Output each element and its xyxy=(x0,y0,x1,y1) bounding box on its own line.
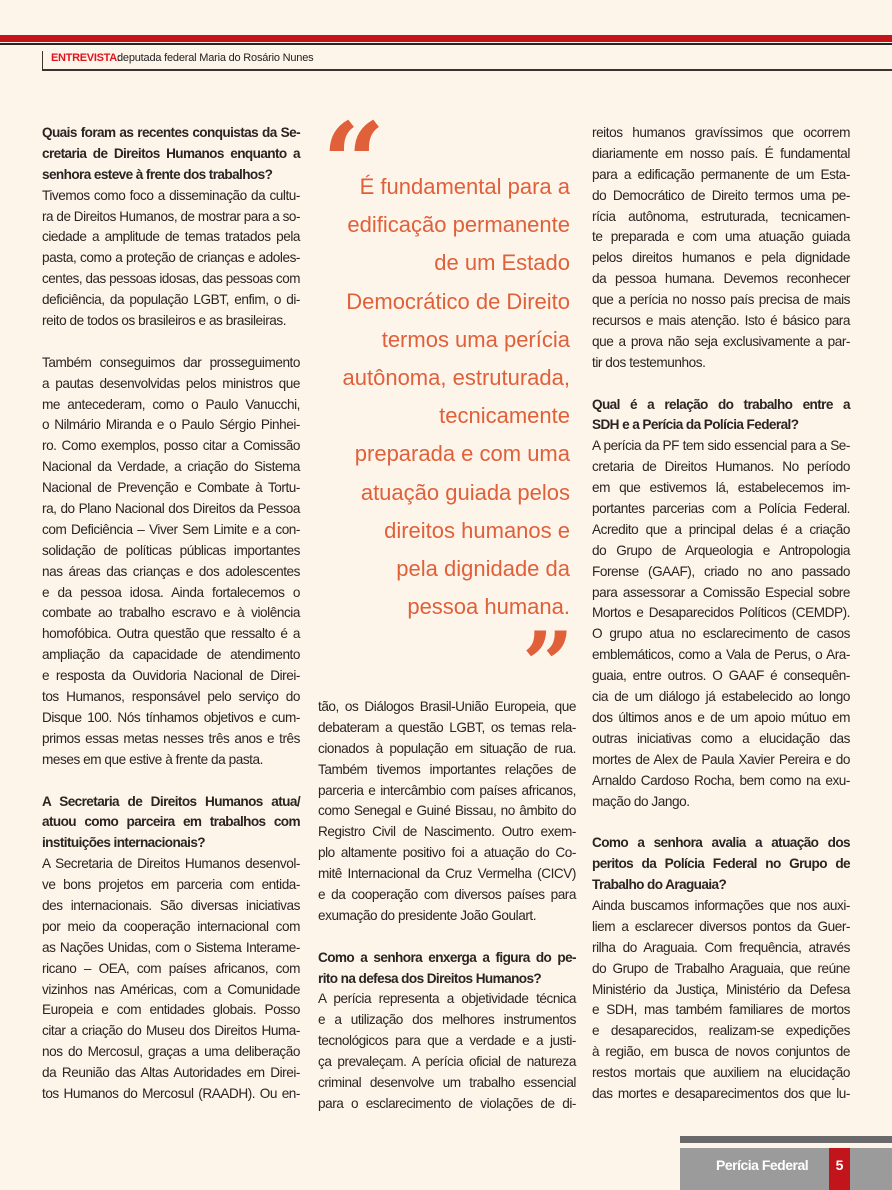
text-line-content: e da pessoa idosa. Ainda fortalecemos o xyxy=(42,584,300,600)
text-line-content: nos do Mercosul, graças a uma deliberação xyxy=(42,1044,300,1060)
text-line xyxy=(592,269,850,290)
text-line xyxy=(42,144,300,165)
text-line xyxy=(592,395,850,416)
text-line-content: A perícia representa a objetividade técnica xyxy=(318,991,576,1007)
text-line xyxy=(42,938,300,959)
header-subtitle: deputada federal Maria do Rosário Nunes xyxy=(117,52,314,64)
pull-quote-text: edificação permanente xyxy=(347,212,570,238)
pull-quote-text: É fundamental para a xyxy=(359,174,570,199)
text-line xyxy=(592,603,850,624)
answer-paragraph xyxy=(42,854,300,1105)
pull-quote-text: pessoa humana. xyxy=(407,594,570,620)
text-line xyxy=(42,499,300,520)
text-line-content: Forense (GAAF), criado no ano passado xyxy=(592,563,850,579)
text-line xyxy=(592,436,850,457)
text-line xyxy=(42,603,300,624)
text-line xyxy=(592,1063,850,1084)
answer-paragraph xyxy=(592,896,850,1105)
answer-paragraph xyxy=(42,186,300,332)
text-line xyxy=(318,906,576,927)
text-line-content: nas áreas das crianças e dos adolescentes xyxy=(42,563,300,579)
pull-quote xyxy=(318,168,570,626)
text-line-content: e da cooperação com diversos países para xyxy=(318,887,576,903)
text-line-content: instituições internacionais? xyxy=(42,835,205,851)
text-line-content: primos essas metas nesses três anos e três xyxy=(42,730,300,746)
text-line xyxy=(592,666,850,687)
question-heading xyxy=(592,833,850,896)
text-line xyxy=(318,781,576,802)
text-line xyxy=(592,541,850,562)
pull-quote-text: de um Estado xyxy=(434,250,570,276)
text-line xyxy=(42,478,300,499)
text-line-content: e SDH, mas também familiares de mortos xyxy=(592,1002,850,1018)
pull-quote-text: atuação guiada pelos xyxy=(360,479,570,505)
text-line xyxy=(592,227,850,248)
text-line-content: pelos direitos humanos e pela dignidade xyxy=(592,250,850,266)
pull-quote-line xyxy=(318,321,570,359)
text-line-content: peritos da Polícia Federal no Grupo de xyxy=(592,856,850,872)
paragraph-spacer xyxy=(592,374,850,395)
text-line xyxy=(592,938,850,959)
text-line xyxy=(42,687,300,708)
pull-quote-line xyxy=(318,206,570,244)
text-line xyxy=(42,792,300,813)
text-line xyxy=(42,980,300,1001)
text-line xyxy=(42,269,300,290)
pull-quote-line xyxy=(318,512,570,550)
text-line xyxy=(592,415,850,436)
text-line-content: ricano – OEA, com países africanos, com xyxy=(42,960,300,976)
text-line xyxy=(42,123,300,144)
text-line xyxy=(42,311,300,332)
pull-quote-text: tecnicamente xyxy=(439,403,570,429)
text-line xyxy=(42,541,300,562)
section-label: ENTREVISTA: xyxy=(51,52,121,64)
text-line xyxy=(42,353,300,374)
text-line-content: tão, os Diálogos Brasil-União Europeia, que xyxy=(318,699,576,714)
text-line-content: que a prova não seja exclusivamente a par- xyxy=(592,333,850,349)
text-line-content: Também conseguimos dar prosseguimento xyxy=(42,354,300,370)
text-line xyxy=(42,854,300,875)
text-line-content: a pautas desenvolvidas pelos ministros que xyxy=(42,375,300,391)
text-line xyxy=(592,771,850,792)
text-line-content: ra, do Plano Nacional dos Direitos da Pessoa xyxy=(42,501,300,517)
text-line-content: criminal desenvolve um trabalho essencial xyxy=(318,1075,576,1091)
text-line-content: para a edificação permanente de um Esta- xyxy=(592,166,850,182)
pull-quote-line xyxy=(318,244,570,282)
text-line-content: mortes de Alex de Paula Xavier Pereira e do xyxy=(592,751,850,767)
text-line xyxy=(592,123,850,144)
text-line xyxy=(592,144,850,165)
text-line-content: recursos e mais atenção. Isto é básico para xyxy=(592,313,850,329)
text-line-content: meses em que estive à frente da pasta. xyxy=(42,751,263,767)
text-line-content: A perícia da PF tem sido essencial para a Se- xyxy=(592,438,850,454)
text-line-content: solidação de políticas públicas importantes xyxy=(42,542,300,558)
text-line xyxy=(592,311,850,332)
text-line-content: Registro Civil de Nascimento. Outro exem- xyxy=(318,824,576,840)
pull-quote-text: autônoma, estruturada, xyxy=(342,364,570,390)
text-line xyxy=(318,1010,576,1031)
text-line xyxy=(592,833,850,854)
text-line-content: mitê Internacional da Cruz Vermelha (CICV) xyxy=(318,866,576,882)
text-line-content: Quais foram as recentes conquistas da Se- xyxy=(42,125,300,140)
text-line xyxy=(42,457,300,478)
text-line xyxy=(318,948,576,969)
text-line xyxy=(318,864,576,885)
text-line-content: do Grupo de Arqueologia e Antropologia xyxy=(592,542,850,558)
text-line-content: que a perícia no nosso país precisa de mais xyxy=(592,292,850,308)
text-line xyxy=(592,917,850,938)
text-line-content: tos Humanos, responsável pelo serviço do xyxy=(42,689,300,705)
footer xyxy=(680,1148,892,1190)
answer-paragraph xyxy=(42,353,300,771)
text-line-content: cia de um diálogo já estabelecido ao longo xyxy=(592,689,850,705)
question-heading xyxy=(42,123,300,186)
text-line xyxy=(592,729,850,750)
text-line-content: debateram a questão LGBT, os temas rela- xyxy=(318,719,576,735)
text-line-content: plo altamente positivo foi a atuação do Co- xyxy=(318,845,576,861)
text-line-content: Arnaldo Cardoso Rocha, bem como na exu- xyxy=(592,772,850,788)
pull-quote-text: termos uma perícia xyxy=(381,326,570,352)
text-line xyxy=(592,207,850,228)
text-line-content: mação do Jango. xyxy=(592,793,690,809)
text-line-content: rícia autônoma, estruturada, tecnicamen- xyxy=(592,208,850,224)
text-line-content: para o esclarecimento de violações de di- xyxy=(318,1095,576,1111)
text-line-content: para assessorar a Comissão Especial sobre xyxy=(592,584,850,600)
text-line xyxy=(42,959,300,980)
text-line-content: ve bons projetos em parceria com entida- xyxy=(42,877,300,893)
text-line xyxy=(592,248,850,269)
text-line xyxy=(318,1094,576,1115)
text-line-content: ça prevaleçam. A perícia oficial de natureza xyxy=(318,1054,576,1070)
text-line-content: cretaria de Direitos Humanos enquanto a xyxy=(42,145,300,161)
text-line-content: cionados à população em situação de rua. xyxy=(318,740,576,756)
text-line xyxy=(318,1052,576,1073)
text-line xyxy=(42,520,300,541)
publication-name: Perícia Federal xyxy=(716,1157,809,1173)
text-line xyxy=(318,760,576,781)
text-line xyxy=(318,822,576,843)
text-line-content: parceria e intercâmbio com países africanos, xyxy=(318,782,576,798)
paragraph-spacer xyxy=(42,332,300,353)
text-line-content: ro. Como exemplos, posso citar a Comissão xyxy=(42,438,300,454)
text-line xyxy=(42,875,300,896)
text-line xyxy=(592,792,850,813)
text-line xyxy=(318,1031,576,1052)
text-line-content: tecnológicos para que a verdade e a justi- xyxy=(318,1033,576,1049)
text-line-content: Acredito que a principal delas é a criação xyxy=(592,521,850,537)
text-line-content: senhora esteve à frente dos trabalhos? xyxy=(42,166,273,182)
running-header xyxy=(42,51,892,71)
pull-quote-line xyxy=(318,550,570,588)
text-line-content: do Grupo de Trabalho Araguaia, que reúne xyxy=(592,960,850,976)
text-line-content: pasta, como a proteção de crianças e adoles- xyxy=(42,250,300,266)
text-line xyxy=(592,583,850,604)
column-1 xyxy=(42,123,300,1105)
answer-paragraph xyxy=(318,989,576,1114)
text-line xyxy=(42,917,300,938)
text-line xyxy=(592,854,850,875)
text-line xyxy=(42,645,300,666)
text-line xyxy=(592,1042,850,1063)
open-quote-mark: “ xyxy=(322,98,372,227)
text-line xyxy=(592,1084,850,1105)
text-line-content: Ainda buscamos informações que nos auxi- xyxy=(592,897,850,913)
text-line-content: rilha do Araguaia. Com frequência, através xyxy=(592,939,850,955)
pull-quote-line xyxy=(318,283,570,321)
text-line-content: centes, das pessoas idosas, das pessoas com xyxy=(42,271,300,287)
text-line-content: dos últimos anos e de um apoio mútuo em xyxy=(592,709,850,725)
text-line xyxy=(42,227,300,248)
text-line-content: restos mortais que auxiliem na elucidação xyxy=(592,1065,850,1081)
text-line-content: e resposta da Ouvidoria Nacional de Direi- xyxy=(42,668,300,684)
text-line xyxy=(42,896,300,917)
text-line-content: homofóbica. Outra questão que ressalto é a xyxy=(42,626,300,642)
text-line xyxy=(318,1073,576,1094)
text-line xyxy=(592,687,850,708)
text-line-content: SDH e a Perícia da Polícia Federal? xyxy=(592,417,799,433)
text-line xyxy=(592,959,850,980)
text-line-content: Nacional de Prevenção e Combate à Tortu- xyxy=(42,480,300,496)
text-line xyxy=(318,885,576,906)
text-line xyxy=(42,1084,300,1105)
text-line-content: citar a criação do Museu dos Direitos Huma- xyxy=(42,1023,300,1039)
text-line-content: da pessoa humana. Devemos reconhecer xyxy=(592,271,850,287)
pull-quote-line xyxy=(318,435,570,473)
text-line-content: tir dos testemunhos. xyxy=(592,354,706,370)
text-line xyxy=(42,708,300,729)
text-line xyxy=(42,207,300,228)
text-line-content: Como a senhora enxerga a figura do pe- xyxy=(318,949,576,965)
pull-quote-line xyxy=(318,168,570,206)
close-quote-mark: ” xyxy=(522,612,562,718)
text-line-content: cretaria de Direitos Humanos. No período xyxy=(592,459,850,475)
text-line-content: Europeia e com entidades globais. Posso xyxy=(42,1002,300,1018)
text-line-content: diariamente em nosso país. É fundamental xyxy=(592,145,850,161)
pull-quote-text: pela dignidade da xyxy=(396,555,570,581)
text-line-content: Mortos e Desaparecidos Políticos (CEMDP). xyxy=(592,605,850,621)
text-line-content: à região, em busca de novos conjuntos de xyxy=(592,1044,850,1060)
text-line xyxy=(592,353,850,374)
text-line xyxy=(592,165,850,186)
text-line-content: combate ao trabalho escravo e à violência xyxy=(42,605,300,621)
text-line xyxy=(42,666,300,687)
top-red-bar xyxy=(0,35,892,42)
text-line xyxy=(42,186,300,207)
text-line-content: e desaparecidos, realizam-se expedições xyxy=(592,1023,850,1039)
text-line xyxy=(42,1021,300,1042)
text-line xyxy=(592,896,850,917)
text-line xyxy=(592,499,850,520)
answer-paragraph xyxy=(592,436,850,812)
text-line-content: guaia, entre outros. O GAAF é consequên- xyxy=(592,668,850,684)
text-line xyxy=(592,478,850,499)
text-line xyxy=(592,624,850,645)
pull-quote-line xyxy=(318,359,570,397)
text-line xyxy=(592,186,850,207)
text-line-content: reitos humanos gravíssimos que ocorrem xyxy=(592,125,850,140)
text-line-content: deficiência, da população LGBT, enfim, o di- xyxy=(42,292,300,308)
text-line-content: e a utilização dos melhores instrumentos xyxy=(318,1012,576,1028)
text-line-content: atuou como parceira em trabalhos com xyxy=(42,814,300,830)
text-line-content: exumação do presidente João Goulart. xyxy=(318,907,537,923)
text-line xyxy=(42,1000,300,1021)
text-line-content: como Senegal e Guiné Bissau, no âmbito do xyxy=(318,803,576,819)
text-line xyxy=(318,718,576,739)
text-line-content: Disque 100. Nós tínhamos objetivos e cum- xyxy=(42,709,300,725)
pull-quote-text: direitos humanos e xyxy=(384,517,570,543)
pull-quote-text: preparada e com uma xyxy=(354,441,570,467)
text-line-content: em que estivemos lá, estabelecemos im- xyxy=(592,480,850,496)
text-line-content: Trabalho do Araguaia? xyxy=(592,877,727,893)
text-line xyxy=(42,290,300,311)
text-line xyxy=(592,520,850,541)
text-line xyxy=(592,1000,850,1021)
text-line xyxy=(42,812,300,833)
pull-quote-line xyxy=(318,474,570,512)
top-divider xyxy=(0,43,892,45)
text-line-content: te preparada e com uma atuação guiada xyxy=(592,229,850,245)
text-line xyxy=(592,750,850,771)
question-heading xyxy=(318,948,576,990)
text-line xyxy=(42,583,300,604)
text-line xyxy=(592,980,850,1001)
text-line xyxy=(42,374,300,395)
text-line xyxy=(592,290,850,311)
column-2 xyxy=(318,697,576,1115)
text-line-content: o Nilmário Miranda e o Paulo Sérgio Pinhei- xyxy=(42,417,300,433)
text-line-content: Qual é a relação do trabalho entre a xyxy=(592,396,850,412)
text-line-content: Tivemos como foco a disseminação da cultu- xyxy=(42,187,300,203)
text-line-content: com Deficiência – Viver Sem Limite e a con- xyxy=(42,521,300,537)
text-line-content: des internacionais. São diversas iniciativas xyxy=(42,897,300,913)
text-line-content: Nacional da Verdade, a criação do Sistema xyxy=(42,459,300,475)
text-line-content: Como a senhora avalia a atuação dos xyxy=(592,835,850,851)
text-line-content: vizinhos nas Américas, com a Comunidade xyxy=(42,981,300,997)
text-line-content: das mortes e desaparecimentos dos que lu- xyxy=(592,1085,850,1101)
text-line-content: rito na defesa dos Direitos Humanos? xyxy=(318,970,542,986)
text-line-content: reito de todos os brasileiros e as brasileiras. xyxy=(42,313,287,329)
text-line-content: Também tivemos importantes relações de xyxy=(318,761,576,777)
page-number: 5 xyxy=(829,1148,850,1190)
text-line xyxy=(318,739,576,760)
text-line xyxy=(42,1063,300,1084)
text-line xyxy=(592,332,850,353)
text-line xyxy=(42,624,300,645)
text-line xyxy=(318,989,576,1010)
pull-quote-text: Democrático de Direito xyxy=(346,288,570,314)
text-line xyxy=(592,562,850,583)
footer-bar xyxy=(680,1136,892,1143)
text-line-content: O grupo atua no esclarecimento de casos xyxy=(592,626,850,642)
text-line-content: da Reunião das Altas Autoridades em Direi- xyxy=(42,1065,300,1081)
text-line xyxy=(42,1042,300,1063)
text-line xyxy=(42,750,300,771)
question-heading xyxy=(42,792,300,855)
text-line xyxy=(42,562,300,583)
text-line xyxy=(42,833,300,854)
paragraph-spacer xyxy=(592,812,850,833)
text-line xyxy=(42,415,300,436)
text-line xyxy=(42,248,300,269)
text-line-content: ampliação da capacidade de atendimento xyxy=(42,647,300,663)
text-line-content: portantes parcerias com a Polícia Federal. xyxy=(592,501,850,517)
answer-paragraph xyxy=(318,697,576,927)
text-line xyxy=(42,436,300,457)
paragraph-spacer xyxy=(318,927,576,948)
text-line-content: me antecederam, como o Paulo Vanucchi, xyxy=(42,396,300,412)
text-line-content: Ministério da Justiça, Ministério da Defesa xyxy=(592,981,850,997)
column-3 xyxy=(592,123,850,1105)
text-line-content: do Democrático de Direito termos uma pe- xyxy=(592,187,850,203)
pull-quote-line xyxy=(318,397,570,435)
text-line xyxy=(592,708,850,729)
text-line xyxy=(318,843,576,864)
text-line-content: liem a esclarecer diversos pontos da Guer- xyxy=(592,918,850,934)
text-line-content: emblemáticos, como a Vala de Perus, o Ara- xyxy=(592,647,850,663)
text-line-content: tos Humanos do Mercosul (RAADH). Ou en- xyxy=(42,1085,300,1101)
answer-paragraph xyxy=(592,123,850,374)
text-line-content: outras iniciativas como a elucidação das xyxy=(592,730,850,746)
text-line xyxy=(318,969,576,990)
text-line xyxy=(42,729,300,750)
text-line xyxy=(42,395,300,416)
text-line xyxy=(592,457,850,478)
text-line xyxy=(592,1021,850,1042)
text-line xyxy=(592,875,850,896)
text-line-content: por meio da cooperação internacional com xyxy=(42,918,300,934)
question-heading xyxy=(592,395,850,437)
text-line xyxy=(592,645,850,666)
text-line-content: ciedade a amplitude de temas tratados pela xyxy=(42,229,300,245)
text-line-content: ra de Direitos Humanos, de mostrar para a so- xyxy=(42,208,300,224)
text-line-content: A Secretaria de Direitos Humanos atua/ xyxy=(42,793,300,809)
text-line-content: A Secretaria de Direitos Humanos desenvol- xyxy=(42,856,300,872)
text-line-content: as Nações Unidas, com o Sistema Interame- xyxy=(42,939,300,955)
text-line xyxy=(318,801,576,822)
paragraph-spacer xyxy=(42,771,300,792)
text-line xyxy=(42,165,300,186)
